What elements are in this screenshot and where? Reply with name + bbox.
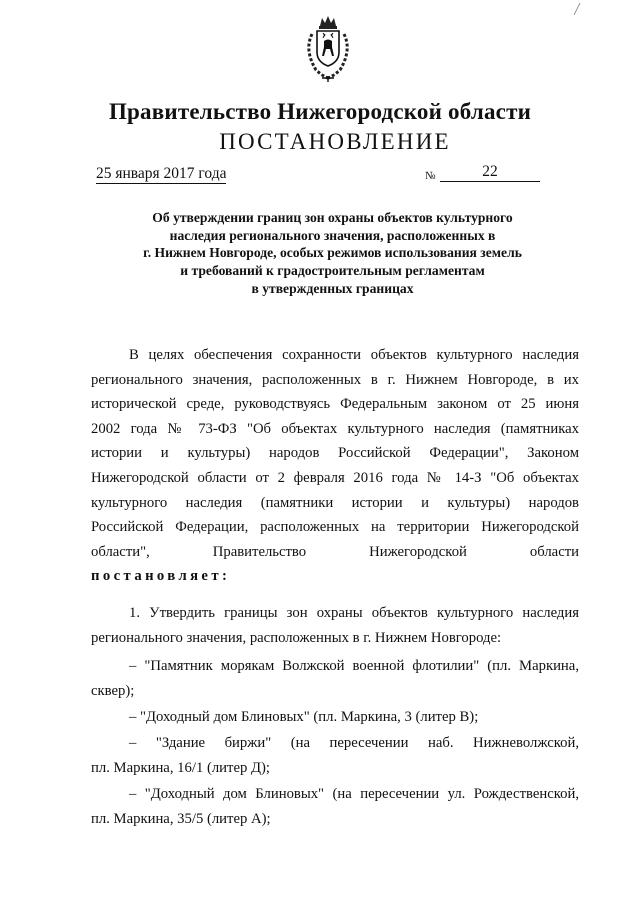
text-line: – "Памятник морякам Волжской военной флотилии" (пл. Маркина, <box>129 658 579 674</box>
decree-word: постановляет: <box>91 568 231 585</box>
list-item <box>91 654 579 703</box>
text-line: 1. Утвердить границы зон охраны объектов культурного наследия <box>129 605 579 621</box>
preamble-paragraph <box>91 343 579 589</box>
document-number: 22 <box>440 163 540 182</box>
text-line: области", Правительство Нижегородской области <box>91 543 579 560</box>
text-line: – "Доходный дом Блиновых" (на пересечении ул. Рождественской, <box>129 786 579 802</box>
text-line: культурного наследия (памятники истории и культуры) народов <box>91 494 579 511</box>
coat-of-arms-emblem <box>298 14 358 86</box>
pen-mark <box>572 2 582 16</box>
list-item <box>91 705 579 730</box>
text-line: исторической среде, руководствуясь Федеральным законом от 25 июня <box>91 396 579 413</box>
heading-line: Об утверждении границ зон охраны объектов культурного <box>152 210 513 225</box>
document-date: 25 января 2017 года <box>96 165 227 182</box>
text-line: истории и культуры) народов Российской Федерации", Законом <box>91 445 579 462</box>
text-line: пл. Маркина, 35/5 (литер А); <box>91 810 271 827</box>
text-line: Российской Федерации, расположенных на территории Нижегородской <box>91 519 579 536</box>
text-line: регионального значения, расположенных в г. Нижнем Новгороде, в их <box>91 371 579 388</box>
government-name: Правительство Нижегородской области <box>108 99 532 124</box>
text-line: пл. Маркина, 16/1 (литер Д); <box>91 759 270 776</box>
document-heading <box>100 209 565 298</box>
text-line: регионального значения, расположенных в г. Нижнем Новгороде: <box>91 629 502 646</box>
heading-line: и требований к градостроительным регламентам <box>180 263 485 279</box>
list-item <box>91 782 579 831</box>
text-line: – "Доходный дом Блиновых" (пл. Маркина, 3 (литер В); <box>129 709 479 725</box>
clause-1 <box>91 601 579 650</box>
number-label: № <box>425 170 436 182</box>
heading-line: г. Нижнем Новгороде, особых режимов использования земель <box>143 245 522 261</box>
document-type: ПОСТАНОВЛЕНИЕ <box>219 129 451 154</box>
text-line: 2002 года № 73-ФЗ "Об объектах культурного наследия (памятниках <box>91 420 579 437</box>
heading-line: в утвержденных границах <box>251 280 414 296</box>
text-line: Нижегородской области от 2 февраля 2016 года № 14-З "Об объектах <box>91 469 579 486</box>
list-item <box>91 731 579 780</box>
heading-line: наследия регионального значения, расположенных в <box>169 227 496 243</box>
text-line: В целях обеспечения сохранности объектов культурного наследия <box>129 347 579 363</box>
text-line: сквер); <box>91 682 135 699</box>
text-line: – "Здание биржи" (на пересечении наб. Нижневолжской, <box>129 735 579 751</box>
